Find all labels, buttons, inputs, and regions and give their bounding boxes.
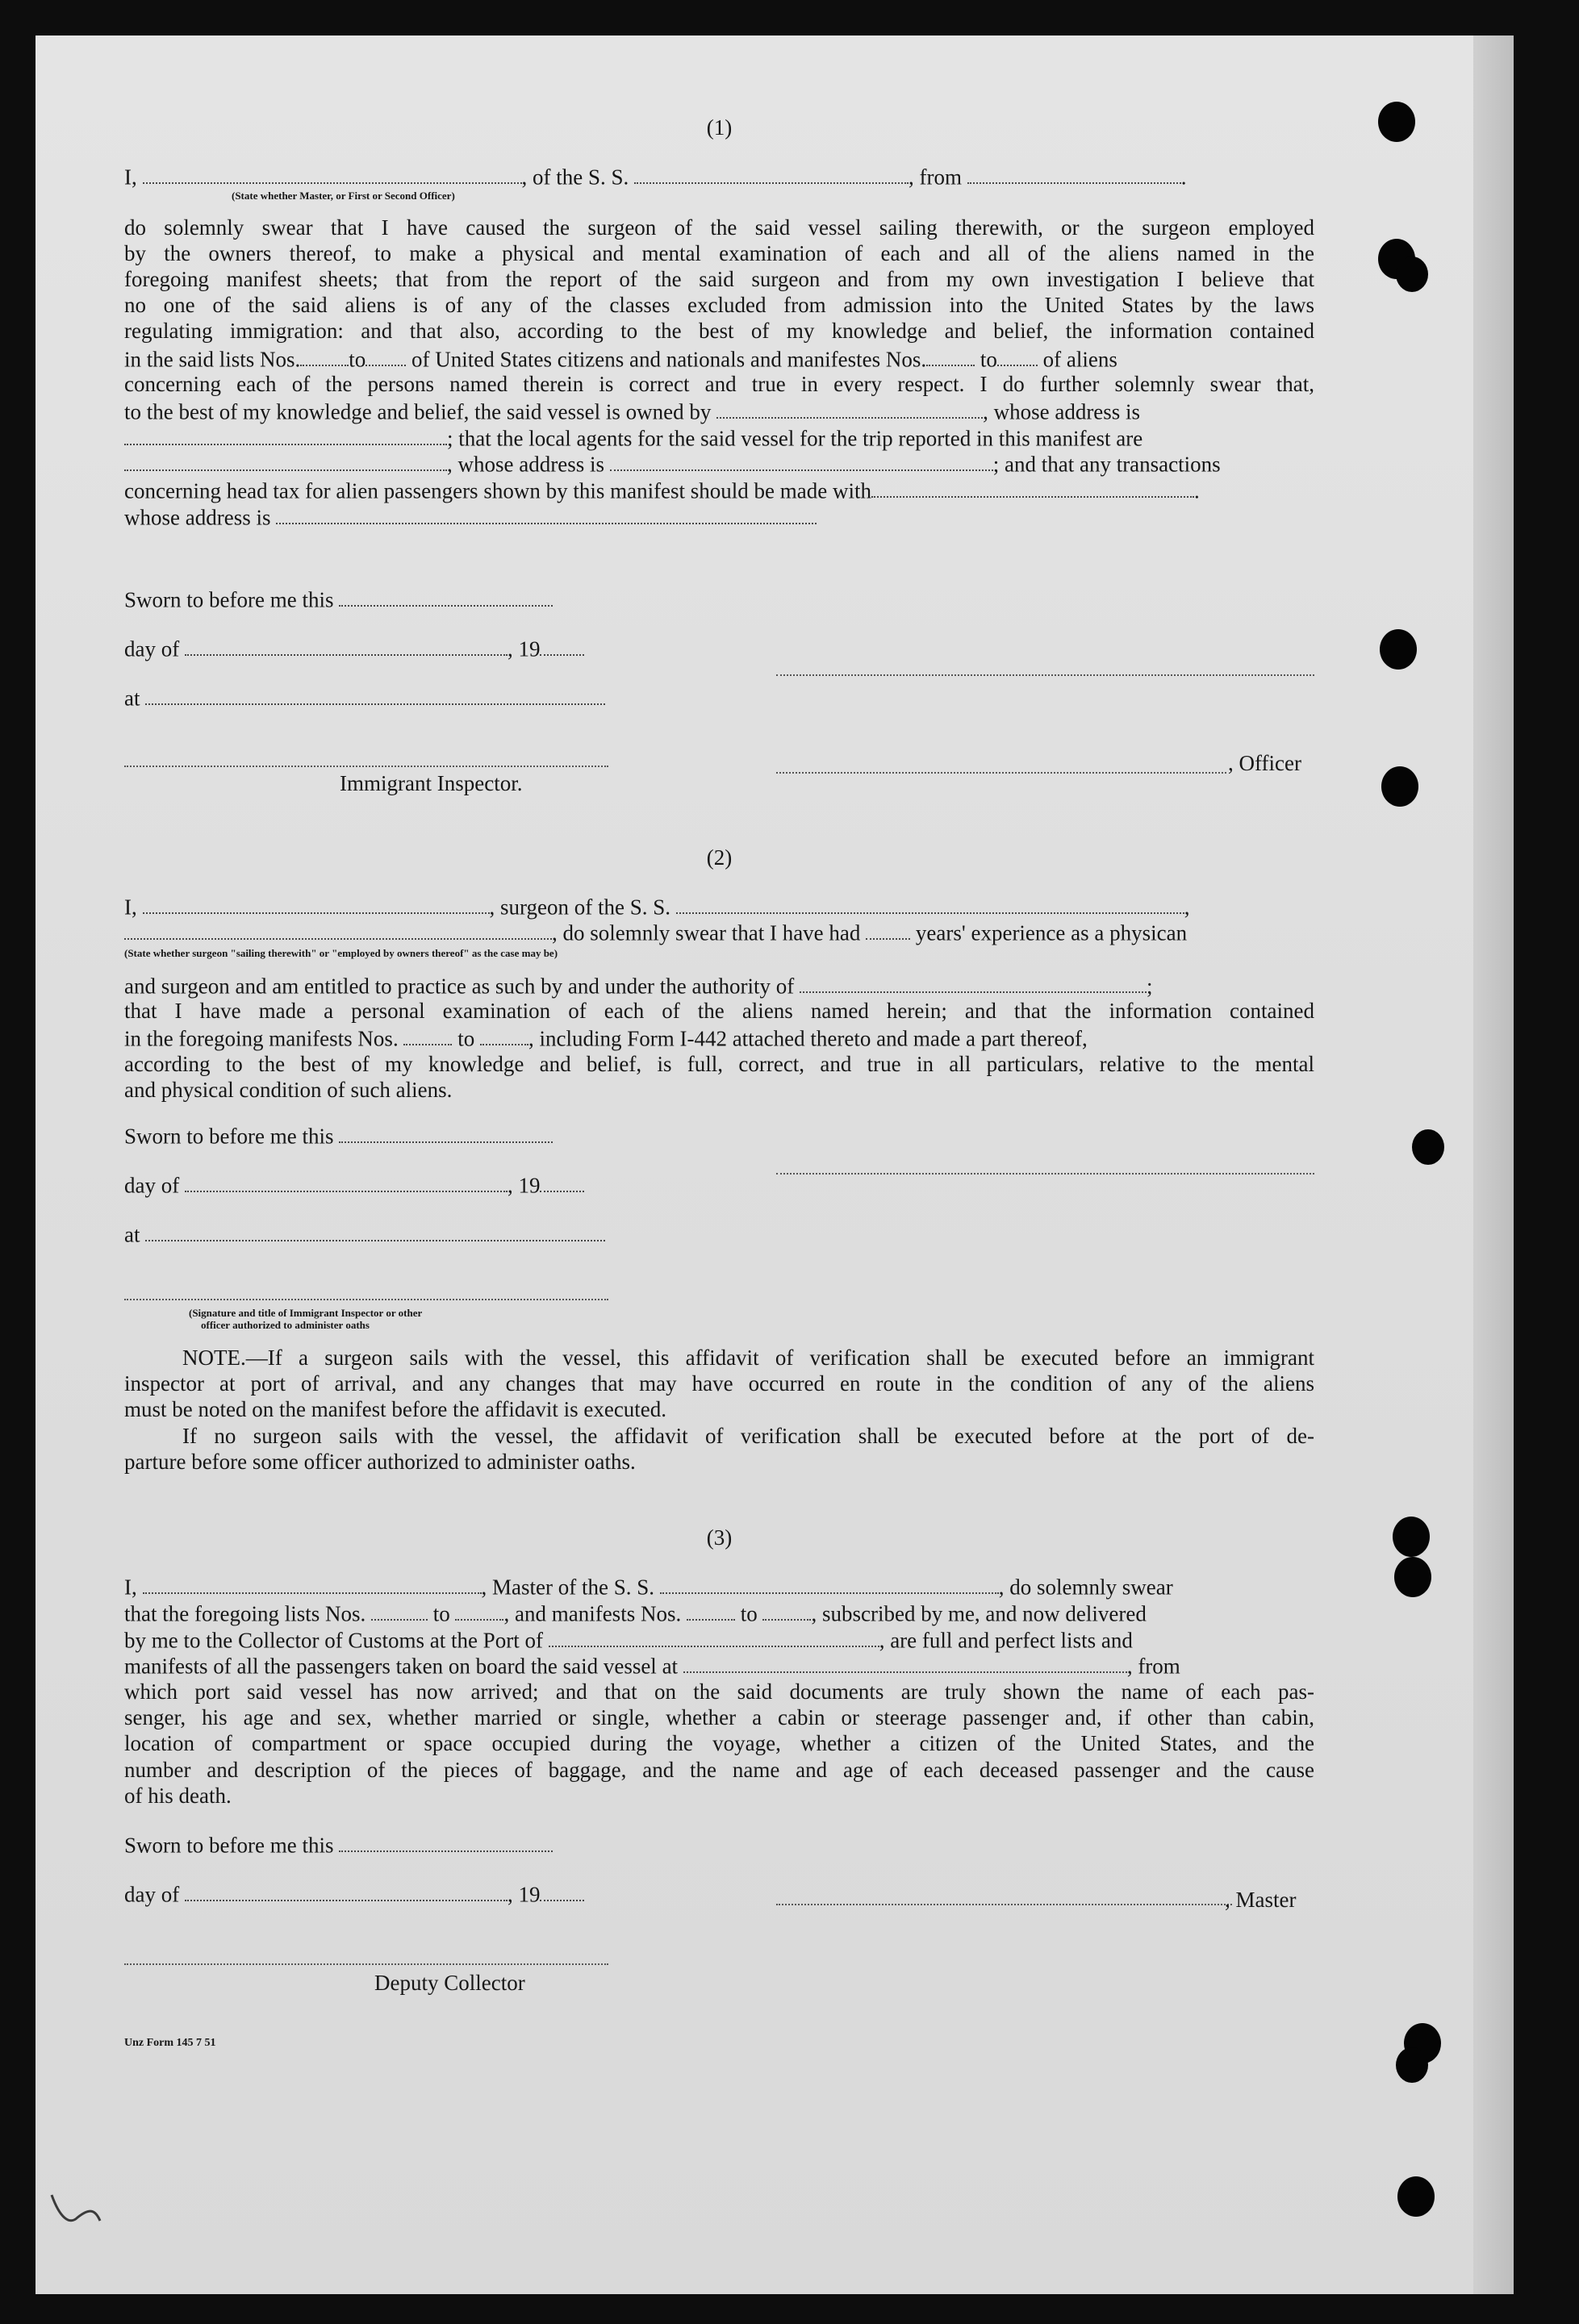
agents-address-line [124,450,1314,478]
section-2-number: (2) [706,845,733,870]
punch-hole [1396,2047,1428,2083]
text: day of [124,1173,180,1198]
text: whose address is [124,505,271,530]
paragraph-line: number and description of the pieces of baggage, and the name and age of each deceased passenger and the cause [124,1758,1314,1782]
paragraph-last-line: and physical condition of such aliens. [124,1078,453,1102]
punch-hole [1381,766,1418,807]
paragraph-line: regulating immigration: and that also, according to the best of my knowledge and belief, the information contained [124,319,1314,343]
sworn-date-field[interactable] [339,1122,553,1143]
owner-field[interactable] [716,398,983,419]
text: , from [1126,1654,1180,1679]
lists-line [124,345,1314,373]
manifest-from-field[interactable] [403,1024,452,1045]
deputy-signature-rule[interactable] [124,1963,608,1965]
port-field[interactable] [549,1626,879,1647]
month-field[interactable] [185,1171,508,1192]
text: , are full and perfect lists and [879,1628,1133,1653]
paragraph-line: by the owners thereof, to make a physical and mental examination of each and all of the aliens named in the [124,241,1314,265]
agents-line [124,424,1314,452]
deputy-collector-label: Deputy Collector [374,1971,525,1995]
paragraph-line: no one of the said aliens is of any of the classes excluded from admission into the United States by the laws [124,293,1314,317]
text: , do solemnly swear [998,1575,1173,1600]
text: ; that the local agents for the said vessel for the trip reported in this manifest are [447,426,1143,451]
year-field[interactable] [540,1171,584,1192]
officer-signature-rule[interactable] [776,674,1314,676]
manifest-to-field[interactable] [480,1024,528,1045]
text: , whose address is [447,452,604,477]
text: , 19 [507,636,541,661]
text: manifests of all the passengers taken on board the said vessel at [124,1654,679,1679]
text: , 19 [507,1173,541,1198]
master-signature-rule[interactable] [776,1904,1232,1905]
paragraph-line: concerning each of the persons named therein is correct and true in every respect. I do further solemnly swear that, [124,372,1314,396]
officer-name-rule[interactable] [776,772,1226,774]
surgeon-name-field[interactable] [143,893,490,914]
text: day of [124,1882,180,1907]
text: , surgeon of the S. S. [489,895,671,920]
inspector-signature-rule[interactable] [124,766,608,767]
years-field[interactable] [866,919,910,940]
list-to-field[interactable] [366,345,406,366]
text: , whose address is [983,399,1141,424]
master-name-field[interactable] [143,1573,482,1594]
at-line [124,684,1314,711]
text: ; and that any transactions [992,452,1221,477]
punch-hole [1412,1129,1444,1165]
at-line [124,1220,1314,1248]
text: , of the S. S. [521,165,629,190]
note-line: inspector at port of arrival, and any changes that may have occurred en route in the condition of any of the aliens [124,1371,1314,1396]
paragraph-last-line: of his death. [124,1784,232,1808]
text: I, [124,1575,137,1600]
paragraph-line: do solemnly swear that I have caused the surgeon of the said vessel sailing therewith, or the surgeon employed [124,215,1314,240]
text: , Master of the S. S. [481,1575,654,1600]
text: Sworn to before me this [124,1833,334,1858]
section-3-line-2 [124,1600,1314,1627]
section-3-number: (3) [706,1525,733,1550]
text: to [740,1601,758,1626]
text: Sworn to before me this [124,1124,334,1149]
list-from-field[interactable] [371,1600,428,1621]
text: Sworn to before me this [124,587,334,612]
text: . [1180,165,1187,190]
text: at [124,1222,140,1247]
inspector-signature-rule[interactable] [124,1299,608,1300]
paragraph-line: location of compartment or space occupied during the voyage, whether a citizen of the United States, and the [124,1731,1314,1755]
vessel-name-field[interactable] [660,1573,999,1594]
note-line: NOTE.—If a surgeon sails with the vessel, this affidavit of verification shall be executed before an immigrant [182,1346,1314,1370]
text: to [349,347,366,372]
master-label: , Master [1225,1888,1297,1912]
section-3-line-3 [124,1626,1314,1654]
year-field[interactable] [540,1880,584,1901]
text: , and manifests Nos. [503,1601,682,1626]
signature-caption: (Signature and title of Immigrant Inspector or other [189,1307,423,1319]
text: , from [909,165,962,190]
local-agents-field[interactable] [124,450,447,471]
head-tax-address-field[interactable] [276,503,817,524]
vessel-name-field[interactable] [676,893,1184,914]
form-page [36,35,1473,2294]
vessel-name-field[interactable] [634,163,909,184]
note-line: If no surgeon sails with the vessel, the affidavit of verification shall be executed before at the port of de- [182,1424,1314,1448]
text: day of [124,636,180,661]
owner-address-field[interactable] [124,424,447,445]
text: , 19 [507,1882,541,1907]
manifests-line [124,1024,1314,1052]
section-3-line-4 [124,1652,1314,1679]
text: , including Form I-442 attached thereto and made a part thereof, [528,1026,1088,1051]
surgeon-type-caption: (State whether surgeon "sailing therewith" or "employed by owners thereof" as the case may be) [124,947,558,959]
text: I, [124,165,137,190]
from-port-field[interactable] [967,163,1181,184]
place-field[interactable] [145,684,605,705]
text: at [124,686,140,711]
head-tax-address-line [124,503,1314,531]
note-line: must be noted on the manifest before the affidavit is executed. [124,1397,667,1421]
text: , subscribed by me, and now delivered [811,1601,1147,1626]
text: , [1184,895,1190,920]
list-from-field[interactable] [300,345,349,366]
text: that the foregoing lists Nos. [124,1601,366,1626]
place-field[interactable] [145,1220,605,1241]
punch-hole [1378,102,1415,142]
manifest-from-field[interactable] [926,345,975,366]
month-field[interactable] [185,635,508,656]
authority-line [124,972,1314,999]
text: years' experience as a physican [915,920,1188,945]
text: of aliens [1042,347,1117,372]
punch-hole [1397,2176,1435,2217]
embarkation-port-field[interactable] [683,1652,1127,1673]
text: and surgeon and am entitled to practice as such by and under the authority of [124,974,795,999]
section-2-line-2 [124,919,1314,946]
section-3-line-1 [124,1573,1314,1600]
year-field[interactable] [540,635,584,656]
sworn-line [124,1122,1314,1149]
list-to-field[interactable] [455,1600,503,1621]
paragraph-line: that I have made a personal examination of each of the aliens named herein; and that the information contained [124,999,1314,1023]
sworn-date-field[interactable] [339,586,553,607]
agents-address-field[interactable] [610,450,993,471]
signature-caption: officer authorized to administer oaths [201,1319,370,1331]
owner-line [124,398,1314,425]
punch-hole [1394,1557,1431,1597]
paragraph-line: according to the best of my knowledge and belief, is full, correct, and true in all particulars, relative to the mental [124,1052,1314,1076]
section-1-line-1 [124,163,1314,190]
note-line: parture before some officer authorized to administer oaths. [124,1450,636,1474]
text: to [457,1026,475,1051]
sworn-date-field[interactable] [339,1831,553,1852]
manifest-to-field[interactable] [997,345,1038,366]
officer-rank-caption: (State whether Master, or First or Second Officer) [232,190,455,202]
head-tax-agent-field[interactable] [871,477,1194,498]
text: by me to the Collector of Customs at the Port of [124,1628,543,1653]
paragraph-line: senger, his age and sex, whether married or single, whether a cabin or steerage passenger and, if other than cabin, [124,1705,1314,1729]
paragraph-line: which port said vessel has now arrived; and that on the said documents are truly shown the name of each pas- [124,1679,1314,1704]
text: , do solemnly swear that I have had [552,920,861,945]
paragraph-line: foregoing manifest sheets; that from the report of the said surgeon and from my own investigation I believe that [124,267,1314,291]
page-edge [1473,35,1514,2294]
month-field[interactable] [185,1880,508,1901]
immigrant-inspector-label: Immigrant Inspector. [340,771,523,795]
text: to [432,1601,450,1626]
sworn-line [124,1831,1314,1859]
text: in the said lists Nos. [124,347,301,372]
punch-hole [1396,257,1428,292]
text: to [980,347,997,372]
surgeon-type-field[interactable] [124,919,552,940]
section-2-line-1 [124,893,1314,920]
authority-field[interactable] [800,972,1147,993]
day-of-line [124,1171,1314,1199]
text: in the foregoing manifests Nos. [124,1026,399,1051]
manifest-to-field[interactable] [762,1600,811,1621]
text: of United States citizens and nationals and manifestes Nos. [411,347,927,372]
form-number: Unz Form 145 7 51 [124,2037,216,2049]
day-of-line [124,635,1314,662]
head-tax-line [124,477,1314,504]
text: ; [1147,974,1153,999]
officer-label: , Officer [1228,751,1301,775]
section-1-number: (1) [706,115,733,140]
master-name-field[interactable] [143,163,522,184]
text: concerning head tax for alien passengers shown by this manifest should be made with [124,478,872,503]
text: I, [124,895,137,920]
text: . [1194,478,1200,503]
punch-hole [1393,1517,1430,1557]
pencil-mark [45,2185,110,2234]
sworn-line [124,586,1314,613]
punch-hole [1380,629,1417,670]
manifest-from-field[interactable] [687,1600,735,1621]
text: to the best of my knowledge and belief, the said vessel is owned by [124,399,712,424]
